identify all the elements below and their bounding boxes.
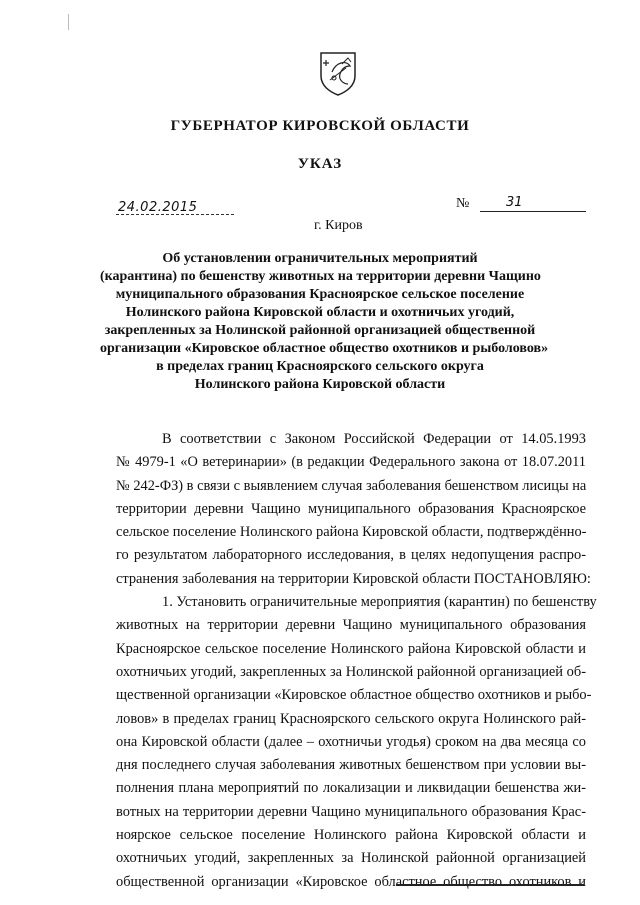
body-line: охотничьих угодий, закрепленных за Нолинской районной организацией об- bbox=[116, 663, 586, 680]
body-line: го результатом лабораторного исследования, в целях недопущения распро- bbox=[116, 547, 586, 564]
title-line: (карантина) по бешенству животных на территории деревни Чащино bbox=[100, 269, 541, 284]
title-line: муниципального образования Красноярское сельское поселение bbox=[115, 287, 525, 302]
body-line: В соответствии с Законом Российской Федерации от 14.05.1993 bbox=[162, 431, 586, 447]
scan-artifact-mark bbox=[68, 14, 69, 30]
body-line: щественной организации «Кировское областное общество охотников и рыбо- bbox=[116, 687, 592, 704]
body-line: № 242-ФЗ) в связи с выявлением случая заболевания бешенством лисицы на bbox=[116, 477, 587, 494]
body-line: ловов» в пределах границ Красноярского сельского округа Нолинского рай- bbox=[116, 710, 586, 727]
body-line: полнения плана мероприятий по локализации и ликвидации бешенства жи- bbox=[116, 780, 586, 797]
body-line: территории деревни Чащино муниципального образования Красноярское bbox=[116, 500, 586, 517]
page-bottom-line bbox=[396, 884, 584, 886]
title-line: Нолинского района Кировской области bbox=[194, 377, 446, 392]
body-line: вотных на территории деревни Чащино муниципального образования Крас- bbox=[116, 803, 586, 820]
body-line: странения заболевания на территории Кировской области ПОСТАНОВЛЯЮ: bbox=[116, 570, 591, 587]
body-line: охотничьих угодий, закрепленных за Нолинской районной организацией bbox=[116, 850, 586, 867]
document-type: УКАЗ bbox=[297, 156, 343, 172]
number-label: № bbox=[456, 196, 470, 211]
decree-title bbox=[100, 250, 549, 394]
body-line: общественной организации «Кировское областное общество охотников и bbox=[116, 873, 586, 890]
body-line: ноярское сельское поселение Нолинского района Кировской области и bbox=[116, 827, 586, 844]
body-line: она Кировской области (далее – охотничьи угодья) сроком на два месяца со bbox=[116, 733, 586, 750]
decree-body bbox=[116, 428, 597, 894]
body-line: животных на территории деревни Чащино муниципального образования bbox=[116, 617, 586, 634]
issuer-heading: ГУБЕРНАТОР КИРОВСКОЙ ОБЛАСТИ bbox=[170, 118, 470, 134]
document-date: 24.02.2015 bbox=[118, 200, 198, 215]
body-line: дня последнего случая заболевания животных бешенством при условии вы- bbox=[116, 757, 586, 774]
body-line: Красноярское сельское поселение Нолинского района Кировской области и bbox=[116, 640, 586, 657]
number-underline bbox=[480, 211, 586, 212]
body-line: сельское поселение Нолинского района Кировской области, подтверждённо- bbox=[116, 524, 587, 541]
body-line: 1. Установить ограничительные мероприятия (карантин) по бешенству bbox=[162, 594, 597, 611]
document-number: 31 bbox=[506, 195, 523, 210]
coat-of-arms-icon bbox=[318, 50, 358, 96]
title-line: в пределах границ Красноярского сельского округа bbox=[156, 359, 484, 374]
date-underline bbox=[116, 214, 234, 215]
title-line: Нолинского района Кировской области и охотничьих угодий, bbox=[125, 305, 515, 320]
city-name: г. Киров bbox=[314, 218, 363, 233]
title-line: организации «Кировское областное общество охотников и рыболовов» bbox=[100, 341, 549, 356]
title-line: закрепленных за Нолинской районной организацией общественной bbox=[104, 323, 536, 338]
title-line: Об установлении ограничительных мероприятий bbox=[162, 251, 478, 266]
body-line: № 4979-1 «О ветеринарии» (в редакции Федерального закона от 18.07.2011 bbox=[116, 454, 586, 471]
